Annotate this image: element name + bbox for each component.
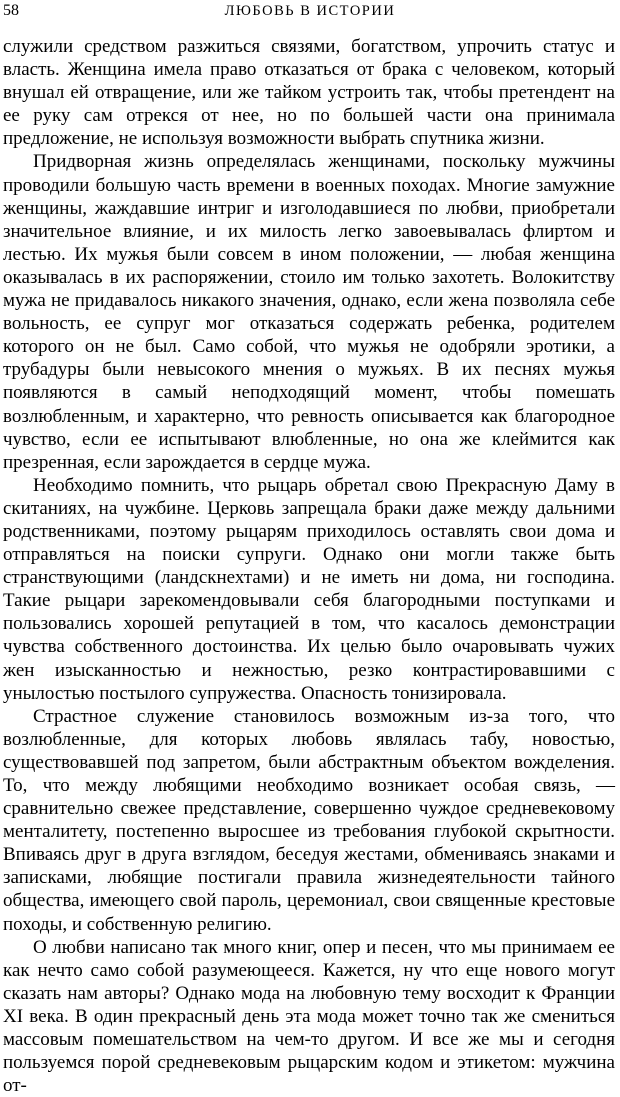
paragraph: О любви написано так много книг, опер и песен, что мы принимаем ее как нечто само собой разумеющееся. Кажется, ну что еще нового могут сказать нам авторы? Однако мода на любовную тему восходит к Франции XI века. В один прекрасный день эта мода может точно так же смениться массовым помешательством на чем-то другом. И все же мы и сегодня пользуемся порой средневековым рыцарским кодом и этикетом: мужчина от-	[3, 936, 615, 1097]
page-header	[0, 1, 620, 23]
running-title: ЛЮБОВЬ В ИСТОРИИ	[224, 3, 396, 19]
paragraph: Страстное служение становилось возможным из-за того, что возлюбленные, для которых любовь являлась табу, новостью, существовавшей под запретом, были абстрактным объектом вожделения. То, что между любящими необходимо возникает особая связь, — сравнительно свежее представление, совершенно чуждое средневековому менталитету, постепенно выросшее из требования глубокой скрытности. Впиваясь друг в друга взглядом, беседуя жестами, обмениваясь знаками и записками, любящие постигали правила жизнедеятельности тайного общества, имеющего свой пароль, церемониал, свои священные крестовые походы, и собственную религию.	[3, 705, 615, 935]
paragraph-continuation: служили средством разжиться связями, богатством, упрочить статус и власть. Женщина имела право отказаться от брака с человеком, который внушал ей отвращение, или же тайком устроить так, чтобы претендент на ее руку сам отрекся от нее, но по большей части она принимала предложение, не используя возможности выбрать спутника жизни.	[3, 36, 615, 150]
body-text	[3, 35, 615, 1097]
paragraph: Придворная жизнь определялась женщинами, поскольку мужчины проводили большую часть времени в военных походах. Многие замужние женщины, жаждавшие интриг и изголодавшиеся по любви, приобретали значительное влияние, и их милость легко завоевывалась флиртом и лестью. Их мужья были совсем в ином положении, — любая женщина оказывалась в их распоряжении, стоило им только захотеть. Волокитству мужа не придавалось никакого значения, однако, если жена позволяла себе вольность, ее супруг мог отказаться содержать ребенка, родителем которого он не был. Само собой, что мужья не одобряли эротики, а трубадуры были невысокого мнения о мужьях. В их песнях мужья появляются в самый неподходящий момент, чтобы помешать возлюбленным, и характерно, что ревность описывается как благородное чувство, если ее испытывают влюбленные, но она же клеймится как презренная, если зарождается в сердце мужа.	[3, 151, 615, 473]
page-number: 58	[3, 2, 19, 19]
paragraph: Необходимо помнить, что рыцарь обретал свою Прекрасную Даму в скитаниях, на чужбине. Церковь запрещала браки даже между дальними родственниками, поэтому рыцарям приходилось оставлять свои дома и отправляться на поиски супруги. Однако они могли также быть странствующими (ландскнехтами) и не иметь ни дома, ни господина. Такие рыцари зарекомендовывали себя благородными поступками и пользовались хорошей репутацией в том, что касалось демонстрации чувства собственного достоинства. Их целью было очаровывать чужих жен изысканностью и нежностью, резко контрастировавшими с унылостью постылого супружества. Опасность тонизировала.	[3, 474, 615, 704]
